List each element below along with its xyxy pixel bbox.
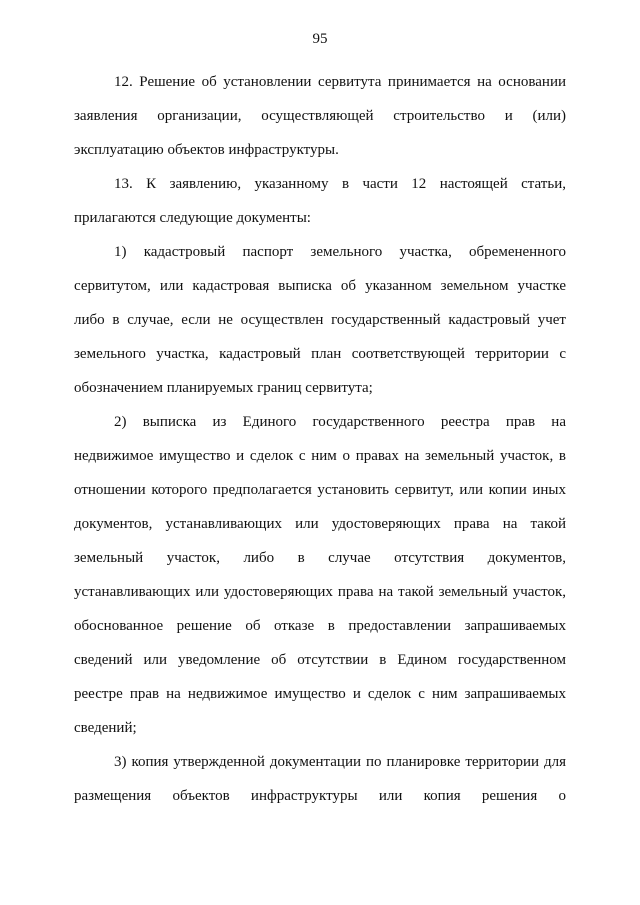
text-line: устанавливающих или удостоверяющих права на такой земельный участок, [74,584,566,600]
page-number: 95 [312,31,328,47]
text-line: недвижимое имущество и сделок с ним о правах на земельный участок, в [74,448,566,464]
text-line: земельный участок, либо в случае отсутствия документов, [74,550,566,566]
text-line: сведений или уведомление об отсутствии в Едином государственном [74,652,566,668]
text-line: 13. К заявлению, указанному в части 12 настоящей статьи, [114,176,566,192]
text-line: 1) кадастровый паспорт земельного участка, обремененного [114,244,566,260]
text-line: прилагаются следующие документы: [74,210,311,226]
text-line: эксплуатацию объектов инфраструктуры. [74,142,339,158]
text-line: отношении которого предполагается установить сервитут, или копии иных [74,482,566,498]
text-line: сведений; [74,720,137,736]
text-line: размещения объектов инфраструктуры или копия решения о [74,788,566,804]
text-line: сервитутом, или кадастровая выписка об указанном земельном участке [74,278,566,294]
text-line: обоснованное решение об отказе в предоставлении запрашиваемых [74,618,566,634]
text-line: либо в случае, если не осуществлен государственный кадастровый учет [74,312,566,328]
text-line: 12. Решение об установлении сервитута принимается на основании [114,74,566,90]
text-line: обозначением планируемых границ сервитута; [74,380,373,396]
text-line: земельного участка, кадастровый план соответствующей территории с [74,346,566,362]
text-line: заявления организации, осуществляющей строительство и (или) [74,108,566,124]
text-line: реестре прав на недвижимое имущество и сделок с ним запрашиваемых [74,686,566,702]
text-line: 2) выписка из Единого государственного реестра прав на [114,414,566,430]
text-line: документов, устанавливающих или удостоверяющих права на такой [74,516,566,532]
text-line: 3) копия утвержденной документации по планировке территории для [114,754,566,770]
